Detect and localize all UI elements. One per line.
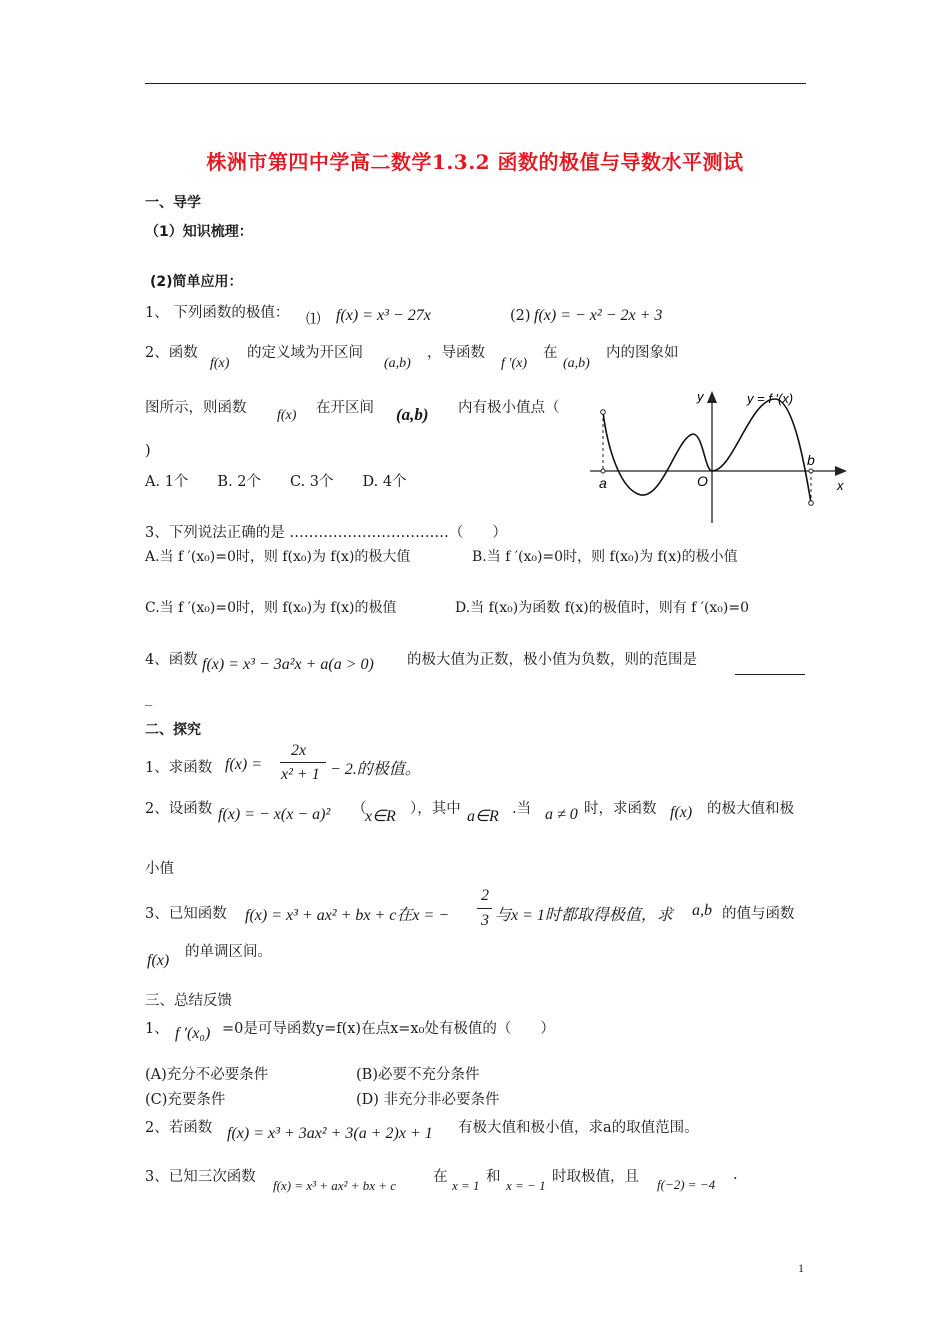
e2-formula: f(x) = − x(x − a)² [218,806,331,823]
q4-text-b: 的极大值为正数，极小值为负数，则的范围是 [407,652,697,668]
q2-fprime: f ′(x) [501,356,527,371]
e1-text-b: − 2.的极值。 [330,761,421,778]
q1-part1-formula: f(x) = x³ − 27x [336,307,431,324]
page-number: 1 [798,1261,804,1275]
page-title: 株洲市第四中学高二数学1.3.2 函数的极值与导数水平测试 [206,150,744,174]
q2-text-c: ，导函数 [427,345,485,361]
r2-formula: f(x) = x³ + 3ax² + 3(a + 2)x + 1 [227,1125,433,1142]
b-label: b [807,452,815,468]
section-3-heading: 三、总结反馈 [145,993,232,1009]
r1-option-a: (A)充分不必要条件 [145,1067,269,1083]
q2-text-d: 在 [543,345,558,361]
a-label: a [599,475,607,491]
e2-text-d: ），其中 [410,801,461,817]
e1-fraction-bar [280,762,326,763]
x-axis-label: x [837,478,844,493]
q2-interval: (a,b) [384,356,411,371]
e3-fraction-bar [477,908,492,909]
q2-options: A. 1个 B. 2个 C. 3个 D. 4个 [145,474,407,490]
q3-option-c: C.当 f ′(x₀)=0时，则 f(x₀)为 f(x)的极值 [145,600,397,616]
section-1-heading: 一、导学 [145,195,201,211]
curve-start-point [601,410,606,415]
r3-text-a: 3、已知三次函数 [145,1169,256,1185]
section-2-heading: 二、探究 [145,722,201,738]
q2-text-e: 内的图象如 [606,345,679,361]
q2-line2-c: 内有极小值点（ [458,400,560,416]
r1-text-b: =0是可导函数y=f(x)在点x=x₀处有极值的（ ） [222,1021,555,1037]
y-axis [707,391,717,523]
e2-text-j: 的极大值和极 [707,801,794,817]
e1-text-a: 1、求函数 [145,760,213,776]
q2-text-a: 2、函数 [145,345,198,361]
q2-close-paren: ) [145,443,151,459]
e3-fx: f(x) [147,952,170,969]
r1-option-b: (B)必要不充分条件 [356,1067,480,1083]
e3-ab: a,b [692,902,712,919]
e2-a-in-r: a∈R [467,808,499,825]
e2-text-h: 时，求函数 [584,801,657,817]
q2-line2-a: 图所示，则函数 [145,400,247,416]
knowledge-review-heading: （1）知识梳理： [145,224,253,240]
e3-text-c: 的值与函数 [722,906,795,922]
r3-text-b: 在 [433,1169,448,1185]
y-axis-label: y [697,389,704,404]
q4-answer-blank [735,674,805,675]
e2-a-neq-0: a ≠ 0 [545,806,578,823]
simple-application-heading: (2)简单应用： [150,274,243,290]
q2-fx-2: f(x) [277,408,297,423]
r3-x-eq-neg1: x = − 1 [506,1178,546,1193]
r2-text-a: 2、若函数 [145,1120,213,1136]
e1-denominator: x² + 1 [281,766,320,783]
q4-blank-tail: _ [145,690,153,706]
e2-text-b: （ [352,801,367,817]
q4-formula: f(x) = x³ − 3a²x + a(a > 0) [202,656,374,673]
e2-text-k: 小值 [145,861,174,877]
r3-formula: f(x) = x³ + ax² + bx + c [273,1178,397,1193]
e2-text-f: .当 [512,801,532,817]
r2-text-b: 有极大值和极小值，求a的取值范围。 [458,1120,699,1136]
r1-option-c: (C)充要条件 [145,1092,226,1108]
r1-fprime: f ′(x₀) [175,1025,211,1042]
q1-part2-label: (2) [510,308,531,324]
header-rule [145,83,806,84]
q1-part2-formula: f(x) = − x² − 2x + 3 [534,307,663,324]
q2-interval-3: (a,b) [396,405,429,424]
r3-condition: f(−2) = −4 [657,1177,716,1192]
q3-option-b: B.当 f ′(x₀)=0时，则 f(x₀)为 f(x)的极小值 [472,549,738,565]
r3-text-f: 时取极值，且 [552,1169,639,1185]
e1-lhs: f(x) = [225,756,262,773]
e2-fx: f(x) [670,804,693,821]
q3-option-a: A.当 f ′(x₀)=0时，则 f(x₀)为 f(x)的极大值 [145,549,411,565]
e2-text-a: 2、设函数 [145,801,213,817]
r3-text-h: . [733,1167,738,1183]
r1-text-a: 1、 [145,1021,169,1037]
curve-label: y = f ′(x) [747,391,794,406]
e3-text-b: 与x = 1时都取得极值，求 [495,907,673,924]
e1-numerator: 2x [291,742,307,759]
q1-text: 1、 下列函数的极值： [145,305,290,321]
q2-line2-b: 在开区间 [316,400,374,416]
q3-option-d: D.当 f(x₀)为函数 f(x)的极值时，则有 f ′(x₀)=0 [455,600,750,616]
b-point [809,469,813,473]
r3-text-d: 和 [486,1169,501,1185]
q3-text: 3、下列说法正确的是 ……………………………（ ） [145,525,507,541]
origin-label: O [697,473,708,489]
e3-denominator: 3 [481,912,489,929]
e3-numerator: 2 [481,887,489,904]
e3-text-d: 的单调区间。 [185,944,272,960]
q2-text-b: 的定义域为开区间 [247,345,363,361]
q2-fx: f(x) [210,356,230,371]
a-point [601,469,605,473]
r3-x-eq-1: x = 1 [452,1178,480,1193]
r1-option-d: (D) 非充分非必要条件 [356,1092,500,1108]
derivative-graph [585,382,855,527]
q4-text-a: 4、函数 [145,652,198,668]
curve-end-point [809,501,814,506]
e2-x-in-r: x∈R [365,808,396,825]
q2-interval-2: (a,b) [563,356,590,371]
e3-formula: f(x) = x³ + ax² + bx + c在x = − [245,907,450,924]
q1-part1-label: ⑴ [306,312,321,328]
e3-text-a: 3、已知函数 [145,906,227,922]
